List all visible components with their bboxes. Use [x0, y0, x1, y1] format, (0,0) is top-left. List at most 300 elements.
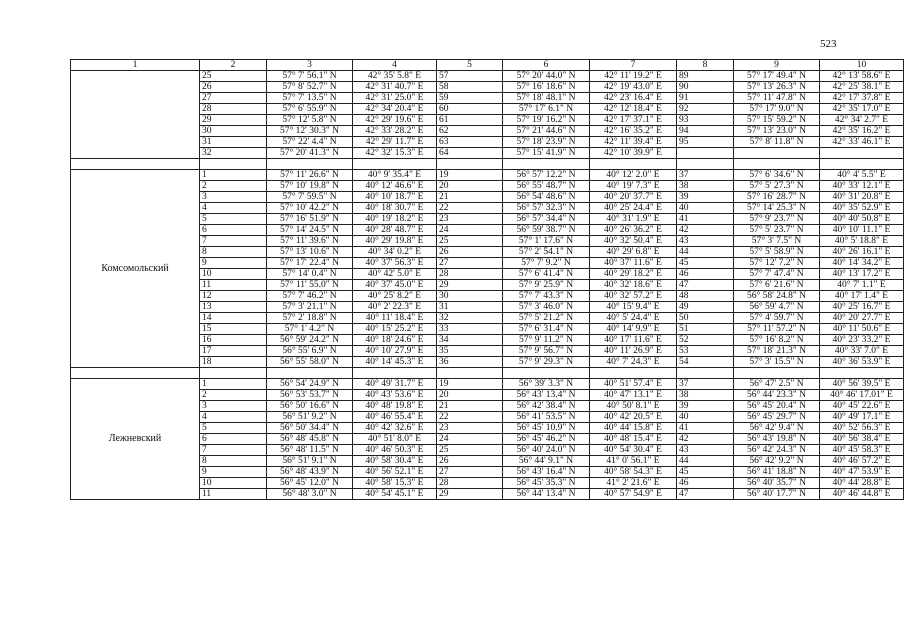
latitude: 57° 14' 25.3" N: [734, 203, 820, 214]
latitude: 57° 14' 0.4" N: [267, 269, 353, 280]
point-number: 52: [677, 335, 734, 346]
point-number: 24: [437, 434, 503, 445]
point-number: 39: [677, 401, 734, 412]
latitude: 56° 42' 9.2" N: [734, 456, 820, 467]
point-number: 39: [677, 192, 734, 203]
longitude: 40° 54' 45.1" E: [353, 489, 437, 500]
column-number: 4: [353, 60, 437, 71]
point-number: 60: [437, 104, 503, 115]
longitude: 40° 56' 52.1" E: [353, 467, 437, 478]
longitude: 40° 50' 8.1" E: [590, 401, 677, 412]
point-number: 29: [437, 280, 503, 291]
longitude: 40° 11' 50.6" E: [820, 324, 904, 335]
latitude: 56° 41' 53.5" N: [503, 412, 590, 423]
longitude: 40° 49' 31.7" E: [353, 379, 437, 390]
longitude: 40° 12' 46.6" E: [353, 181, 437, 192]
point-number: 2: [200, 390, 267, 401]
point-number: 29: [437, 489, 503, 500]
longitude: 40° 44' 28.8" E: [820, 478, 904, 489]
longitude: 40° 11' 26.9" E: [590, 346, 677, 357]
longitude: 40° 26' 36.2" E: [590, 225, 677, 236]
point-number: 44: [677, 456, 734, 467]
longitude: 40° 29' 6.8" E: [590, 247, 677, 258]
point-number: 51: [677, 324, 734, 335]
longitude: 40° 4' 5.5" E: [820, 170, 904, 181]
latitude: 57° 1' 17.6" N: [503, 236, 590, 247]
longitude: 40° 57' 54.9" E: [590, 489, 677, 500]
point-number: 26: [437, 247, 503, 258]
longitude: 40° 20' 37.7" E: [590, 192, 677, 203]
longitude: 40° 23' 33.2" E: [820, 335, 904, 346]
point-number: 4: [200, 203, 267, 214]
longitude: 42° 25' 38.1" E: [820, 82, 904, 93]
longitude: 40° 32' 18.6" E: [590, 280, 677, 291]
longitude: 42° 17' 37.1" E: [590, 115, 677, 126]
longitude: 42° 16' 35.2" E: [590, 126, 677, 137]
point-number: 40: [677, 412, 734, 423]
longitude: 42° 12' 18.4" E: [590, 104, 677, 115]
point-number: 36: [437, 357, 503, 368]
latitude: 57° 5' 23.7" N: [734, 225, 820, 236]
point-number: 47: [677, 280, 734, 291]
latitude: 57° 2' 18.8" N: [267, 313, 353, 324]
latitude: 57° 11' 39.6" N: [267, 236, 353, 247]
point-number: 90: [677, 82, 734, 93]
latitude: 56° 55' 6.9" N: [267, 346, 353, 357]
latitude: 57° 6' 34.6" N: [734, 170, 820, 181]
point-number: 63: [437, 137, 503, 148]
point-number: 11: [200, 489, 267, 500]
longitude: 40° 5' 24.4" E: [590, 313, 677, 324]
point-number: 19: [437, 170, 503, 181]
longitude: 42° 11' 39.4" E: [590, 137, 677, 148]
latitude: 56° 51' 9.1" N: [267, 456, 353, 467]
latitude: 57° 2' 54.1" N: [503, 247, 590, 258]
district-name: Лежневский: [71, 379, 200, 500]
longitude: 40° 48' 15.4" E: [590, 434, 677, 445]
latitude: 57° 8' 52.7" N: [267, 82, 353, 93]
longitude: 40° 29' 18.2" E: [590, 269, 677, 280]
point-number: 49: [677, 302, 734, 313]
latitude: 56° 53' 53.7" N: [267, 390, 353, 401]
longitude: 42° 35' 17.0" E: [820, 104, 904, 115]
latitude: 57° 17' 22.4" N: [267, 258, 353, 269]
point-number: 35: [437, 346, 503, 357]
point-number: 5: [200, 423, 267, 434]
point-number: 89: [677, 71, 734, 82]
latitude: 57° 12' 30.3" N: [267, 126, 353, 137]
latitude: 57° 11' 55.0" N: [267, 280, 353, 291]
point-number: 10: [200, 269, 267, 280]
longitude: 40° 5' 18.8" E: [820, 236, 904, 247]
point-number: 14: [200, 313, 267, 324]
longitude: 42° 33' 46.1" E: [820, 137, 904, 148]
point-number: 28: [437, 478, 503, 489]
point-number: 91: [677, 93, 734, 104]
latitude: 56° 41' 18.8" N: [734, 467, 820, 478]
longitude: 40° 48' 19.8" E: [353, 401, 437, 412]
longitude: 42° 11' 19.2" E: [590, 71, 677, 82]
point-number: 95: [677, 137, 734, 148]
latitude: 57° 11' 26.6" N: [267, 170, 353, 181]
latitude: 56° 55' 48.7" N: [503, 181, 590, 192]
latitude: 57° 7' 43.3" N: [503, 291, 590, 302]
point-number: 48: [677, 291, 734, 302]
longitude: 40° 43' 53.6" E: [353, 390, 437, 401]
latitude: 57° 9' 25.9" N: [503, 280, 590, 291]
longitude: 40° 10' 11.1" E: [820, 225, 904, 236]
latitude: 57° 9' 23.7" N: [734, 214, 820, 225]
column-number: 10: [820, 60, 904, 71]
latitude: 57° 20' 41.3" N: [267, 148, 353, 159]
table-row: [71, 71, 904, 82]
longitude: 40° 25' 16.7" E: [820, 302, 904, 313]
latitude: 57° 3' 46.0" N: [503, 302, 590, 313]
point-number: 30: [437, 291, 503, 302]
longitude: 40° 15' 25.2" E: [353, 324, 437, 335]
longitude: 42° 17' 37.8" E: [820, 93, 904, 104]
point-number: 42: [677, 225, 734, 236]
latitude: 57° 6' 21.6" N: [734, 280, 820, 291]
latitude: 57° 7' 56.1" N: [267, 71, 353, 82]
latitude: 57° 7' 47.4" N: [734, 269, 820, 280]
latitude: 57° 6' 31.4" N: [503, 324, 590, 335]
point-number: 6: [200, 225, 267, 236]
latitude: 57° 3' 21.1" N: [267, 302, 353, 313]
point-number: 27: [437, 467, 503, 478]
point-number: 7: [200, 236, 267, 247]
latitude: 56° 43' 16.4" N: [503, 467, 590, 478]
latitude: 56° 48' 3.0" N: [267, 489, 353, 500]
latitude: 57° 13' 26.3" N: [734, 82, 820, 93]
latitude: 56° 40' 35.7" N: [734, 478, 820, 489]
latitude: 57° 7' 9.2" N: [503, 258, 590, 269]
point-number: 33: [437, 324, 503, 335]
latitude: 57° 22' 4.4" N: [267, 137, 353, 148]
longitude: 42° 23' 16.4" E: [590, 93, 677, 104]
longitude: 40° 32' 57.2" E: [590, 291, 677, 302]
point-number: 8: [200, 247, 267, 258]
point-number: 46: [677, 269, 734, 280]
latitude: 57° 7' 59.5" N: [267, 192, 353, 203]
longitude: 40° 47' 53.9" E: [820, 467, 904, 478]
latitude: 56° 43' 13.4" N: [503, 390, 590, 401]
longitude: 40° 46' 44.8" E: [820, 489, 904, 500]
latitude: 56° 58' 24.8" N: [734, 291, 820, 302]
point-number: 41: [677, 423, 734, 434]
latitude: 56° 45' 12.0" N: [267, 478, 353, 489]
point-number: 54: [677, 357, 734, 368]
longitude: 40° 42' 32.6" E: [353, 423, 437, 434]
longitude: 40° 18' 30.7" E: [353, 203, 437, 214]
latitude: 56° 45' 46.2" N: [503, 434, 590, 445]
longitude: 40° 46' 50.3" E: [353, 445, 437, 456]
point-number: 5: [200, 214, 267, 225]
latitude: 57° 5' 27.3" N: [734, 181, 820, 192]
latitude: 57° 18' 23.9" N: [503, 137, 590, 148]
longitude: 40° 58' 15.3" E: [353, 478, 437, 489]
latitude: 56° 47' 2.5" N: [734, 379, 820, 390]
latitude: 57° 9' 29.3" N: [503, 357, 590, 368]
latitude: 56° 45' 35.3" N: [503, 478, 590, 489]
longitude: 40° 31' 20.8" E: [820, 192, 904, 203]
longitude: 40° 7' 1.1" E: [820, 280, 904, 291]
point-number: 1: [200, 379, 267, 390]
longitude: 40° 19' 18.2" E: [353, 214, 437, 225]
latitude: 56° 39' 3.3" N: [503, 379, 590, 390]
point-number: 47: [677, 489, 734, 500]
point-number: 45: [677, 258, 734, 269]
point-number: 42: [677, 434, 734, 445]
point-number: 40: [677, 203, 734, 214]
latitude: 56° 44' 13.4" N: [503, 489, 590, 500]
longitude: 41° 2' 21.6" E: [590, 478, 677, 489]
latitude: 56° 51' 9.2" N: [267, 412, 353, 423]
latitude: 57° 1' 4.2" N: [267, 324, 353, 335]
latitude: 57° 16' 28.7" N: [734, 192, 820, 203]
latitude: 57° 13' 10.6" N: [267, 247, 353, 258]
point-number: 17: [200, 346, 267, 357]
latitude: 56° 45' 10.9" N: [503, 423, 590, 434]
spacer-row: [71, 368, 904, 379]
point-number: 22: [437, 412, 503, 423]
latitude: 56° 42' 38.4" N: [503, 401, 590, 412]
longitude: 40° 28' 48.7" E: [353, 225, 437, 236]
point-number: 23: [437, 423, 503, 434]
point-number: 92: [677, 104, 734, 115]
latitude: 56° 57' 12.2" N: [503, 170, 590, 181]
point-number: 32: [437, 313, 503, 324]
point-number: 23: [437, 214, 503, 225]
longitude: 40° 37' 56.3" E: [353, 258, 437, 269]
point-number: 30: [200, 126, 267, 137]
longitude: 40° 37' 45.0" E: [353, 280, 437, 291]
point-number: 93: [677, 115, 734, 126]
longitude: 40° 51' 8.0" E: [353, 434, 437, 445]
longitude: 40° 25' 24.4" E: [590, 203, 677, 214]
longitude: 40° 31' 1.9" E: [590, 214, 677, 225]
column-number: 5: [437, 60, 503, 71]
latitude: 56° 54' 24.9" N: [267, 379, 353, 390]
point-number: 2: [200, 181, 267, 192]
latitude: 57° 12' 5.8" N: [267, 115, 353, 126]
latitude: 57° 11' 47.8" N: [734, 93, 820, 104]
longitude: 40° 52' 56.3" E: [820, 423, 904, 434]
point-number: 9: [200, 258, 267, 269]
point-number: 28: [437, 269, 503, 280]
longitude: 42° 29' 19.6" E: [353, 115, 437, 126]
point-number: 3: [200, 401, 267, 412]
point-number: 43: [677, 445, 734, 456]
latitude: 57° 16' 8.2" N: [734, 335, 820, 346]
latitude: 56° 44' 9.1" N: [503, 456, 590, 467]
point-number: 7: [200, 445, 267, 456]
longitude: 42° 31' 25.0" E: [353, 93, 437, 104]
longitude: 40° 58' 30.4" E: [353, 456, 437, 467]
latitude: 56° 45' 29.7" N: [734, 412, 820, 423]
point-number: 43: [677, 236, 734, 247]
latitude: 57° 13' 23.0" N: [734, 126, 820, 137]
latitude: 57° 16' 18.6" N: [503, 82, 590, 93]
latitude: 56° 44' 23.3" N: [734, 390, 820, 401]
latitude: 57° 9' 56.7" N: [503, 346, 590, 357]
latitude: 56° 42' 9.4" N: [734, 423, 820, 434]
point-number: 46: [677, 478, 734, 489]
point-number: 45: [677, 467, 734, 478]
longitude: 40° 56' 38.4" E: [820, 434, 904, 445]
longitude: 40° 20' 27.7" E: [820, 313, 904, 324]
latitude: 57° 3' 7.5" N: [734, 236, 820, 247]
latitude: 56° 48' 11.5" N: [267, 445, 353, 456]
point-number: 21: [437, 401, 503, 412]
longitude: 40° 15' 9.4" E: [590, 302, 677, 313]
latitude: 57° 3' 15.5" N: [734, 357, 820, 368]
latitude: 57° 8' 11.8" N: [734, 137, 820, 148]
latitude: 57° 18' 21.3" N: [734, 346, 820, 357]
latitude: 56° 48' 43.9" N: [267, 467, 353, 478]
point-number: 62: [437, 126, 503, 137]
table-row: [71, 379, 904, 390]
latitude: 56° 50' 16.6" N: [267, 401, 353, 412]
longitude: 40° 32' 50.4" E: [590, 236, 677, 247]
longitude: 40° 33' 7.0" E: [820, 346, 904, 357]
point-number: 31: [200, 137, 267, 148]
point-number: 20: [437, 390, 503, 401]
point-number: 24: [437, 225, 503, 236]
latitude: 57° 20' 44.0" N: [503, 71, 590, 82]
latitude: 57° 15' 59.2" N: [734, 115, 820, 126]
latitude: 57° 17' 9.0" N: [734, 104, 820, 115]
longitude: 42° 10' 39.9" E: [590, 148, 677, 159]
column-number: 1: [71, 60, 200, 71]
latitude: 57° 7' 13.5" N: [267, 93, 353, 104]
longitude: [820, 148, 904, 159]
latitude: 56° 57' 34.4" N: [503, 214, 590, 225]
point-number: 26: [437, 456, 503, 467]
longitude: 40° 17' 11.6" E: [590, 335, 677, 346]
longitude: 40° 14' 9.9" E: [590, 324, 677, 335]
point-number: 57: [437, 71, 503, 82]
point-number: 37: [677, 170, 734, 181]
longitude: 40° 10' 27.9" E: [353, 346, 437, 357]
column-number: 8: [677, 60, 734, 71]
longitude: 40° 33' 12.1" E: [820, 181, 904, 192]
longitude: 40° 19' 7.3" E: [590, 181, 677, 192]
latitude: 57° 14' 24.5" N: [267, 225, 353, 236]
longitude: 40° 34' 0.2" E: [353, 247, 437, 258]
longitude: 40° 46' 57.2" E: [820, 456, 904, 467]
latitude: 56° 54' 48.6" N: [503, 192, 590, 203]
longitude: 42° 35' 5.8" E: [353, 71, 437, 82]
longitude: 40° 2' 22.3" E: [353, 302, 437, 313]
latitude: 57° 17' 6.1" N: [503, 104, 590, 115]
point-number: 22: [437, 203, 503, 214]
longitude: 40° 14' 45.3" E: [353, 357, 437, 368]
latitude: 57° 7' 46.2" N: [267, 291, 353, 302]
point-number: 53: [677, 346, 734, 357]
latitude: 56° 40' 24.0" N: [503, 445, 590, 456]
latitude: 57° 18' 48.1" N: [503, 93, 590, 104]
point-number: 38: [677, 181, 734, 192]
point-number: 41: [677, 214, 734, 225]
longitude: 40° 54' 30.4" E: [590, 445, 677, 456]
latitude: 57° 19' 16.2" N: [503, 115, 590, 126]
point-number: 11: [200, 280, 267, 291]
latitude: 57° 17' 49.4" N: [734, 71, 820, 82]
latitude: 57° 10' 19.8" N: [267, 181, 353, 192]
point-number: 21: [437, 192, 503, 203]
point-number: 10: [200, 478, 267, 489]
latitude: 57° 21' 44.6" N: [503, 126, 590, 137]
latitude: 56° 59' 4.7" N: [734, 302, 820, 313]
longitude: 40° 40' 50.8" E: [820, 214, 904, 225]
column-number: 6: [503, 60, 590, 71]
longitude: 40° 12' 2.0" E: [590, 170, 677, 181]
longitude: 42° 34' 20.4" E: [353, 104, 437, 115]
longitude: 40° 51' 57.4" E: [590, 379, 677, 390]
longitude: 40° 26' 16.1" E: [820, 247, 904, 258]
longitude: 40° 25' 8.2" E: [353, 291, 437, 302]
point-number: 94: [677, 126, 734, 137]
header-row: [71, 60, 904, 71]
latitude: 57° 10' 42.2" N: [267, 203, 353, 214]
latitude: 56° 59' 38.7" N: [503, 225, 590, 236]
longitude: 40° 44' 15.8" E: [590, 423, 677, 434]
longitude: 40° 13' 17.2" E: [820, 269, 904, 280]
longitude: 42° 31' 40.7" E: [353, 82, 437, 93]
latitude: 56° 57' 32.3" N: [503, 203, 590, 214]
longitude: 42° 33' 28.2" E: [353, 126, 437, 137]
point-number: 1: [200, 170, 267, 181]
point-number: 6: [200, 434, 267, 445]
latitude: 57° 4' 59.7" N: [734, 313, 820, 324]
point-number: 16: [200, 335, 267, 346]
district-name: [71, 71, 200, 159]
longitude: 40° 14' 34.2" E: [820, 258, 904, 269]
point-number: 58: [437, 82, 503, 93]
latitude: 56° 48' 45.8" N: [267, 434, 353, 445]
point-number: 27: [200, 93, 267, 104]
latitude: 56° 43' 19.8" N: [734, 434, 820, 445]
column-number: 3: [267, 60, 353, 71]
point-number: 61: [437, 115, 503, 126]
table-row: [71, 170, 904, 181]
point-number: 25: [437, 236, 503, 247]
latitude: 57° 12' 7.2" N: [734, 258, 820, 269]
point-number: 37: [677, 379, 734, 390]
longitude: 40° 42' 5.0" E: [353, 269, 437, 280]
longitude: 40° 35' 52.9" E: [820, 203, 904, 214]
latitude: 56° 42' 24.3" N: [734, 445, 820, 456]
longitude: 40° 45' 58.3" E: [820, 445, 904, 456]
point-number: 20: [437, 181, 503, 192]
latitude: 56° 59' 24.2" N: [267, 335, 353, 346]
longitude: 40° 56' 39.5" E: [820, 379, 904, 390]
column-number: 7: [590, 60, 677, 71]
point-number: 32: [200, 148, 267, 159]
point-number: 44: [677, 247, 734, 258]
longitude: 42° 29' 11.7" E: [353, 137, 437, 148]
coordinates-table: [70, 59, 904, 500]
longitude: 40° 17' 1.4" E: [820, 291, 904, 302]
latitude: 57° 16' 51.9" N: [267, 214, 353, 225]
spacer-row: [71, 159, 904, 170]
longitude: 40° 37' 11.6" E: [590, 258, 677, 269]
point-number: 19: [437, 379, 503, 390]
latitude: 57° 9' 11.2" N: [503, 335, 590, 346]
point-number: 25: [437, 445, 503, 456]
longitude: 41° 0' 56.1" E: [590, 456, 677, 467]
